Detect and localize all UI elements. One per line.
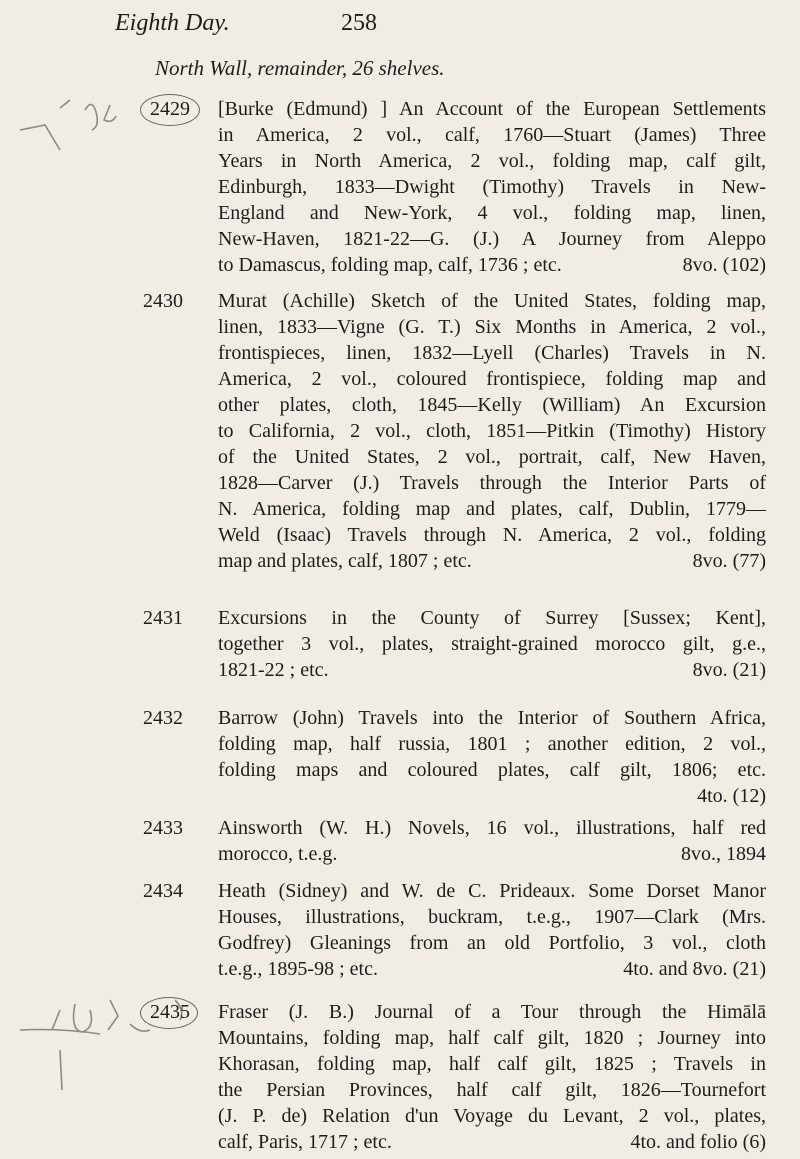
- lot-line: New-Haven, 1821-22—G. (J.) A Journey from Aleppo: [218, 228, 766, 250]
- lot-line: Fraser (J. B.) Journal of a Tour through the Himālā: [218, 1001, 766, 1023]
- lot-format: 8vo. (21): [692, 659, 766, 681]
- lot-line: (J. P. de) Relation d'un Voyage du Levant, 2 vol., plates,: [218, 1105, 766, 1127]
- lot-format: 8vo. (102): [682, 254, 766, 276]
- lot-line: other plates, cloth, 1845—Kelly (William) An Excursion: [218, 394, 766, 416]
- lot-description: [218, 815, 766, 867]
- lot-description: [218, 605, 766, 683]
- lot-line: calf, Paris, 1717 ; etc.: [218, 1131, 392, 1153]
- lot-line: America, 2 vol., coloured frontispiece, folding map and: [218, 368, 766, 390]
- lot-line: to California, 2 vol., cloth, 1851—Pitkin (Timothy) History: [218, 420, 766, 442]
- page-number: 258: [341, 10, 377, 36]
- lot-line: Barrow (John) Travels into the Interior of Southern Africa,: [218, 707, 766, 729]
- running-head-title: Eighth Day.: [115, 10, 230, 36]
- lot-description: [218, 705, 766, 809]
- lot-line: to Damascus, folding map, calf, 1736 ; etc.: [218, 254, 562, 276]
- lot-format: 4to. (12): [697, 785, 766, 807]
- lot-line: map and plates, calf, 1807 ; etc.: [218, 550, 472, 572]
- lot-number: 2435: [150, 1001, 190, 1023]
- lot-line: morocco, t.e.g.: [218, 843, 338, 865]
- lot-last-line: [218, 1129, 766, 1155]
- lot-format: 4to. and folio (6): [630, 1131, 766, 1153]
- lot-line: frontispieces, linen, 1832—Lyell (Charles) Travels in N.: [218, 342, 766, 364]
- lot-line: Years in North America, 2 vol., folding map, calf gilt,: [218, 150, 766, 172]
- lot-line: Houses, illustrations, buckram, t.e.g., 1907—Clark (Mrs.: [218, 906, 766, 928]
- lot-number: 2429: [150, 98, 190, 120]
- lot-line: Godfrey) Gleanings from an old Portfolio, 3 vol., cloth: [218, 932, 766, 954]
- lot-line: N. America, folding map and plates, calf, Dublin, 1779—: [218, 498, 766, 520]
- lot-line: folding map, half russia, 1801 ; another edition, 2 vol.,: [218, 733, 766, 755]
- lot-format: 4to. and 8vo. (21): [623, 958, 766, 980]
- lot-number: 2433: [143, 817, 183, 839]
- pencil-margin-mark-top: [0, 90, 150, 170]
- lot-line: Excursions in the County of Surrey [Sussex; Kent],: [218, 607, 766, 629]
- lot-number: 2432: [143, 707, 183, 729]
- lot-description: [218, 999, 766, 1155]
- lot-line: Heath (Sidney) and W. de C. Prideaux. Some Dorset Manor: [218, 880, 766, 902]
- lot-last-line: [218, 841, 766, 867]
- lot-description: [218, 288, 766, 574]
- lot-last-line: [218, 548, 766, 574]
- lot-line: folding maps and coloured plates, calf gilt, 1806; etc.: [218, 759, 766, 781]
- lot-last-line: [218, 956, 766, 982]
- lot-line: linen, 1833—Vigne (G. T.) Six Months in America, 2 vol.,: [218, 316, 766, 338]
- lot-number: 2431: [143, 607, 183, 629]
- lot-line: together 3 vol., plates, straight-grained morocco gilt, g.e.,: [218, 633, 766, 655]
- lot-line: of the United States, 2 vol., portrait, calf, New Haven,: [218, 446, 766, 468]
- lot-line: 1821-22 ; etc.: [218, 659, 329, 681]
- section-heading: North Wall, remainder, 26 shelves.: [155, 56, 445, 80]
- lot-line: England and New-York, 4 vol., folding map, linen,: [218, 202, 766, 224]
- lot-line: Edinburgh, 1833—Dwight (Timothy) Travels in New-: [218, 176, 766, 198]
- lot-line: in America, 2 vol., calf, 1760—Stuart (James) Three: [218, 124, 766, 146]
- lot-line: Weld (Isaac) Travels through N. America, 2 vol., folding: [218, 524, 766, 546]
- lot-line: [Burke (Edmund) ] An Account of the European Settlements: [218, 98, 766, 120]
- lot-line: Murat (Achille) Sketch of the United States, folding map,: [218, 290, 766, 312]
- lot-line: Mountains, folding map, half calf gilt, 1820 ; Journey into: [218, 1027, 766, 1049]
- lot-line: Khorasan, folding map, half calf gilt, 1825 ; Travels in: [218, 1053, 766, 1075]
- lot-description: [218, 96, 766, 278]
- lot-line: 1828—Carver (J.) Travels through the Interior Parts of: [218, 472, 766, 494]
- running-head: [115, 10, 377, 42]
- lot-line: Ainsworth (W. H.) Novels, 16 vol., illustrations, half red: [218, 817, 766, 839]
- lot-line: t.e.g., 1895-98 ; etc.: [218, 958, 378, 980]
- lot-line: the Persian Provinces, half calf gilt, 1826—Tournefort: [218, 1079, 766, 1101]
- lot-last-line: [218, 252, 766, 278]
- lot-last-line: [218, 657, 766, 683]
- lot-description: [218, 878, 766, 982]
- lot-format: 8vo., 1894: [681, 843, 766, 865]
- lot-number: 2430: [143, 290, 183, 312]
- lot-format: 8vo. (77): [692, 550, 766, 572]
- lot-last-line: [218, 783, 766, 809]
- lot-number: 2434: [143, 880, 183, 902]
